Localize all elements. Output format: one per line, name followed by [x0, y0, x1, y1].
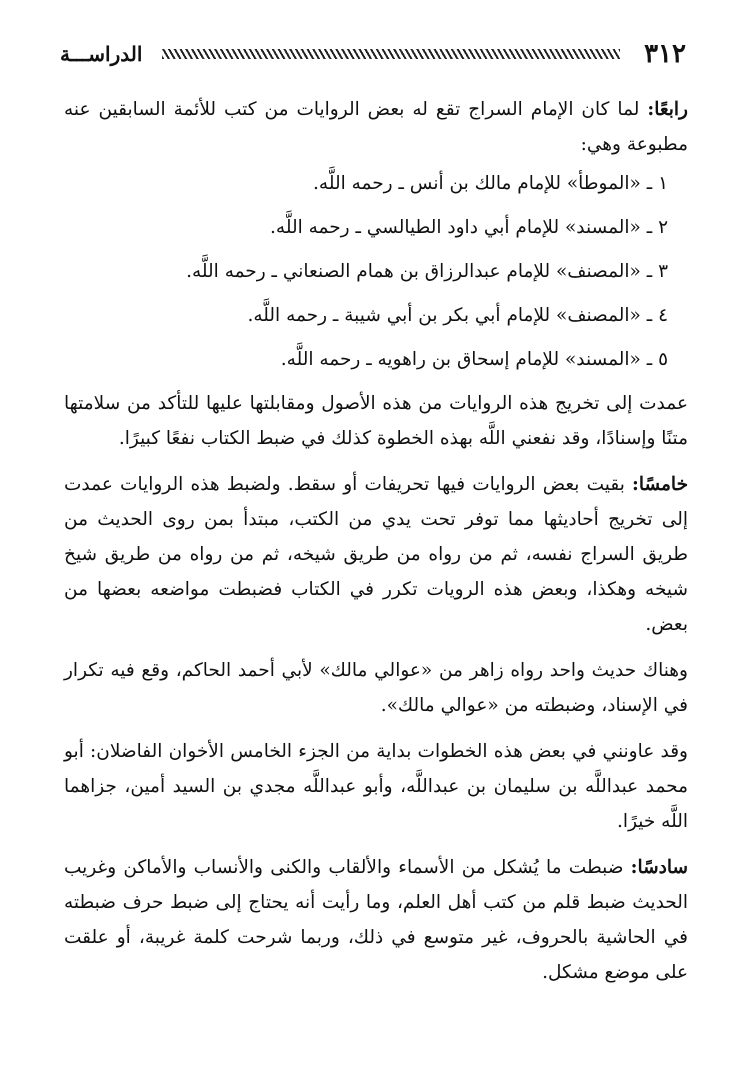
paragraph-text: لما كان الإمام السراج تقع له بعض الروايات من كتب للأئمة السابقين عنه مطبوعة وهي: — [64, 99, 688, 155]
paragraph-fifth — [64, 467, 688, 642]
paragraph-lead: سادسًا: — [630, 857, 688, 878]
paragraph-lead: خامسًا: — [632, 474, 688, 495]
paragraph-hadith-note: وهناك حديث واحد رواه زاهر من «عوالي مالك» لأبي أحمد الحاكم، وقع فيه تكرار في الإسناد، وضبطته من «عوالي مالك». — [64, 660, 688, 716]
paragraph-lead: رابعًا: — [647, 99, 688, 120]
paragraph-text: ضبطت ما يُشكل من الأسماء والألقاب والكنى والأنساب والأماكن وغريب الحديث ضبط قلم من كتب أهل العلم، وما رأيت أنه يحتاج إلى ضبط حرف ضبطته في الحاشية بالحروف، غير متوسع في ذلك، وربما شرحت كلمة غريبة، أو علقت على موضع مشكل. — [64, 857, 688, 983]
list-item: ٢ ـ «المسند» للإمام أبي داود الطيالسي ـ رحمه اللَّه. — [270, 217, 668, 238]
page-number: ٣١٢ — [644, 39, 686, 69]
paragraph-sixth — [64, 850, 688, 990]
paragraph-fourth-intro — [64, 92, 688, 162]
running-title: الدراســـة — [60, 42, 143, 66]
books-list — [64, 166, 688, 377]
paragraph-helpers: وقد عاونني في بعض هذه الخطوات بداية من الجزء الخامس الأخوان الفاضلان: أبو محمد عبداللَّه بن سليمان بن عبداللَّه، وأبو عبداللَّه مجدي بن السيد أمين، جزاهما اللَّه خيرًا. — [64, 741, 688, 832]
paragraph-fourth-body: عمدت إلى تخريج هذه الروايات من هذه الأصول ومقابلتها عليها للتأكد من سلامتها متنًا وإسنادًا، وقد نفعني اللَّه بهذه الخطوة كذلك في ضبط الكتاب نفعًا كبيرًا. — [64, 393, 688, 449]
list-item: ١ ـ «الموطأ» للإمام مالك بن أنس ـ رحمه اللَّه. — [313, 173, 668, 194]
paragraph-text: بقيت بعض الروايات فيها تحريفات أو سقط. ولضبط هذه الروايات عمدت إلى تخريج أحاديثها مما توفر تحت يدي من الكتب، مبتدأ بمن روى الحديث من طريق السراج نفسه، ثم من رواه من طريق شيخه، ثم من رواه من طريق شيخ شيخه وهكذا، وبعض هذه الرويات تكرر في الكتاب فضبطت مواضعه بعضها من بعض. — [64, 474, 688, 635]
header-rule — [162, 49, 620, 59]
list-item: ٥ ـ «المسند» للإمام إسحاق بن راهويه ـ رحمه اللَّه. — [280, 349, 668, 370]
running-header — [60, 34, 686, 74]
list-item: ٤ ـ «المصنف» للإمام أبي بكر بن أبي شيبة ـ رحمه اللَّه. — [247, 305, 668, 326]
page-body — [64, 92, 688, 990]
list-item: ٣ ـ «المصنف» للإمام عبدالرزاق بن همام الصنعاني ـ رحمه اللَّه. — [186, 261, 668, 282]
